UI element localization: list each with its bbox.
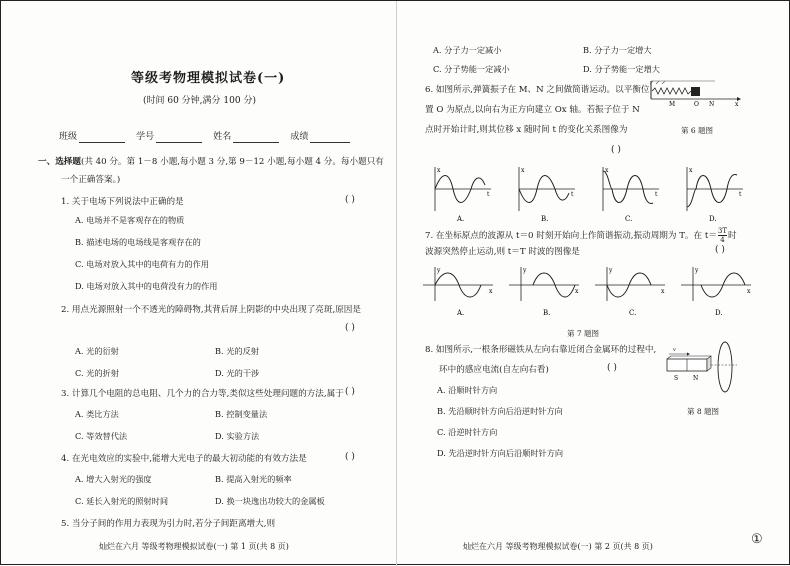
page-2 — [397, 1, 790, 566]
section-title: 一、选择题 — [38, 157, 81, 167]
q1-answer-paren[interactable]: ( ) — [345, 195, 355, 205]
q6d-axis-t: t — [739, 191, 742, 198]
section-desc-2: 一个正确答案。) — [61, 175, 121, 185]
q7d-axis-x: x — [747, 288, 751, 295]
q5-option-a: A. 分子力一定减小 — [433, 45, 502, 55]
class-label: 班级 — [59, 132, 78, 142]
question-4: 4. 在光电效应的实验中,能增大光电子的最大初动能的有效方法是 — [61, 454, 307, 464]
q2-option-c: C. 光的折射 — [75, 368, 119, 378]
student-id-label: 学号 — [136, 132, 155, 142]
q4-option-d: D. 换一块逸出功较大的金属板 — [215, 496, 325, 506]
magnet-pole-s: S — [674, 375, 679, 382]
spring-oscillator-figure — [649, 79, 743, 107]
q8-option-c: C. 沿逆时针方向 — [437, 427, 498, 437]
magnet-velocity-label: v — [673, 347, 676, 353]
q6-graph-d[interactable] — [687, 167, 743, 223]
q7a-axis-y: y — [437, 267, 441, 274]
q8-option-b: B. 先沿顺时针方向后沿逆时针方向 — [437, 406, 563, 416]
q4-option-c: C. 延长入射光的照射时间 — [75, 496, 169, 506]
q7-frac-denominator: 4 — [720, 236, 725, 244]
q7-fraction — [718, 227, 727, 244]
question-6-line-3: 点时开始计时,则其位移 x 随时间 t 的变化关系图像为 — [425, 125, 628, 135]
q7-text-1: 7. 在坐标原点的波源从 t＝0 时刻开始向上作简谐振动,振动周期为 T。在 t＝ — [425, 231, 717, 241]
q4-answer-paren[interactable]: ( ) — [345, 452, 355, 462]
name-label: 姓名 — [213, 132, 232, 142]
score-label: 成绩 — [290, 132, 309, 142]
q6-graph-c[interactable] — [603, 167, 659, 223]
q6-answer-paren[interactable]: ( ) — [611, 145, 621, 155]
q7c-axis-y: y — [609, 267, 613, 274]
q7b-axis-x: x — [575, 288, 579, 295]
question-8-line-1: 8. 如图所示,一根条形磁铁从左向右靠近闭合金属环的过程中, — [425, 345, 657, 355]
q7-label-a: A. — [457, 309, 465, 317]
q7-label-c: C. — [629, 309, 637, 317]
q3-answer-paren[interactable]: ( ) — [345, 387, 355, 397]
page-1 — [1, 1, 397, 566]
q6c-axis-t: t — [655, 191, 658, 198]
question-8-line-2: 环中的感应电流(自左向右看) — [439, 365, 549, 375]
q6-graph-b[interactable] — [519, 167, 575, 223]
question-6-line-1: 6. 如图所示,弹簧振子在 M、N 之间做简谐运动。以平衡位 — [425, 85, 650, 95]
q7-graph-b[interactable] — [509, 267, 579, 317]
q6c-axis-x: x — [605, 167, 609, 174]
page-2-footer: 灿烂在六月 等级考物理模拟试卷(一) 第 2 页(共 8 页) — [463, 542, 653, 551]
q7-frac-numerator: 3T — [717, 227, 728, 235]
class-blank[interactable] — [79, 133, 125, 143]
q5-option-b: B. 分子力一定增大 — [583, 45, 652, 55]
q4-option-a: A. 增大入射光的强度 — [75, 474, 152, 484]
q3-option-c: C. 等效替代法 — [75, 431, 128, 441]
q8-answer-paren[interactable]: ( ) — [607, 363, 617, 373]
q6-label-d: D. — [709, 215, 717, 223]
q7-label-b: B. — [543, 309, 551, 317]
q7b-axis-y: y — [523, 267, 527, 274]
q7a-axis-x: x — [489, 288, 493, 295]
q1-option-b: B. 描述电场的电场线是客观存在的 — [75, 237, 201, 247]
q7-text-2: 时 — [728, 231, 737, 241]
q6-label-b: B. — [541, 215, 549, 223]
time-note: (时间 60 分钟,满分 100 分) — [143, 96, 256, 106]
q1-option-d: D. 电场对放入其中的电荷没有力的作用 — [75, 281, 218, 291]
question-6-line-2: 置 O 为原点,以向右为正方向建立 Ox 轴。若振子位于 N — [425, 105, 640, 115]
figure-7-caption: 第 7 题图 — [567, 329, 600, 338]
q7-label-d: D. — [715, 309, 723, 317]
q7-graph-a[interactable] — [423, 267, 493, 317]
section-header — [38, 155, 384, 167]
page-mark: ① — [751, 532, 763, 547]
q5-option-c: C. 分子势能一定减小 — [433, 64, 510, 74]
magnet-pole-n: N — [693, 375, 699, 382]
q2-option-b: B. 光的反射 — [215, 346, 259, 356]
q4-option-b: B. 提高入射光的频率 — [215, 474, 292, 484]
section-desc-1: (共 40 分。第 1－8 小题,每小题 3 分,第 9－12 小题,每小题 4 分。每小题只有 — [80, 157, 384, 167]
q3-option-b: B. 控制变量法 — [215, 409, 268, 419]
q6-label-a: A. — [457, 215, 465, 223]
q1-option-a: A. 电场并不是客观存在的物质 — [75, 215, 185, 225]
spring-label-x: x — [735, 101, 739, 107]
spring-label-n: N — [709, 101, 715, 107]
q3-option-a: A. 类比方法 — [75, 409, 119, 419]
question-2: 2. 用点光源照射一个不透光的障碍物,其背后屏上阴影的中央出现了亮斑,原因是 — [61, 305, 361, 315]
q5-option-d: D. 分子势能一定增大 — [583, 64, 660, 74]
magnet-ring-figure — [665, 341, 741, 397]
q6-graph-options — [427, 163, 767, 223]
question-7-line-1 — [425, 227, 737, 244]
q7-answer-paren[interactable]: ( ) — [715, 245, 725, 255]
q8-option-d: D. 先沿逆时针方向后沿顺时针方向 — [437, 448, 564, 458]
question-5: 5. 当分子间的作用力表现为引力时,若分子间距离增大,则 — [61, 519, 276, 529]
question-3: 3. 计算几个电阻的总电阻、几个力的合力等,类似这些处理问题的方法,属于 — [61, 389, 344, 399]
q8-option-a: A. 沿顺时针方向 — [437, 385, 498, 395]
student-id-blank[interactable] — [156, 133, 202, 143]
q3-option-d: D. 实验方法 — [215, 431, 260, 441]
q7-graph-options — [419, 263, 769, 319]
figure-6-caption: 第 6 题图 — [681, 126, 714, 135]
q6-graph-a[interactable] — [435, 167, 491, 223]
q6-label-c: C. — [625, 215, 633, 223]
question-1: 1. 关于电场下列说法中正确的是 — [61, 197, 184, 207]
q6d-axis-x: x — [689, 167, 693, 174]
name-blank[interactable] — [233, 133, 279, 143]
q1-option-c: C. 电场对放入其中的电荷有力的作用 — [75, 259, 209, 269]
q2-option-a: A. 光的衍射 — [75, 346, 119, 356]
q7-graph-d[interactable] — [681, 267, 751, 317]
score-blank[interactable] — [310, 133, 350, 143]
question-7-line-2: 波源突然停止运动,则 t＝T 时波的图像是 — [425, 247, 580, 257]
q6b-axis-t: t — [571, 191, 574, 198]
q2-answer-paren[interactable]: ( ) — [345, 323, 355, 333]
q7c-axis-x: x — [661, 288, 665, 295]
page-1-footer: 灿烂在六月 等级考物理模拟试卷(一) 第 1 页(共 8 页) — [99, 542, 289, 551]
spring-label-m: M — [669, 101, 676, 107]
spring-label-o: O — [694, 101, 699, 107]
q6a-axis-t: t — [487, 191, 490, 198]
q2-option-d: D. 光的干涉 — [215, 368, 260, 378]
q6b-axis-x: x — [521, 167, 525, 174]
figure-8-caption: 第 8 题图 — [687, 407, 720, 416]
q7d-axis-y: y — [695, 267, 699, 274]
exam-title: 等级考物理模拟试卷(一) — [131, 71, 286, 86]
q6a-axis-x: x — [437, 167, 441, 174]
q7-graph-c[interactable] — [595, 267, 665, 317]
student-info-row — [59, 124, 356, 143]
